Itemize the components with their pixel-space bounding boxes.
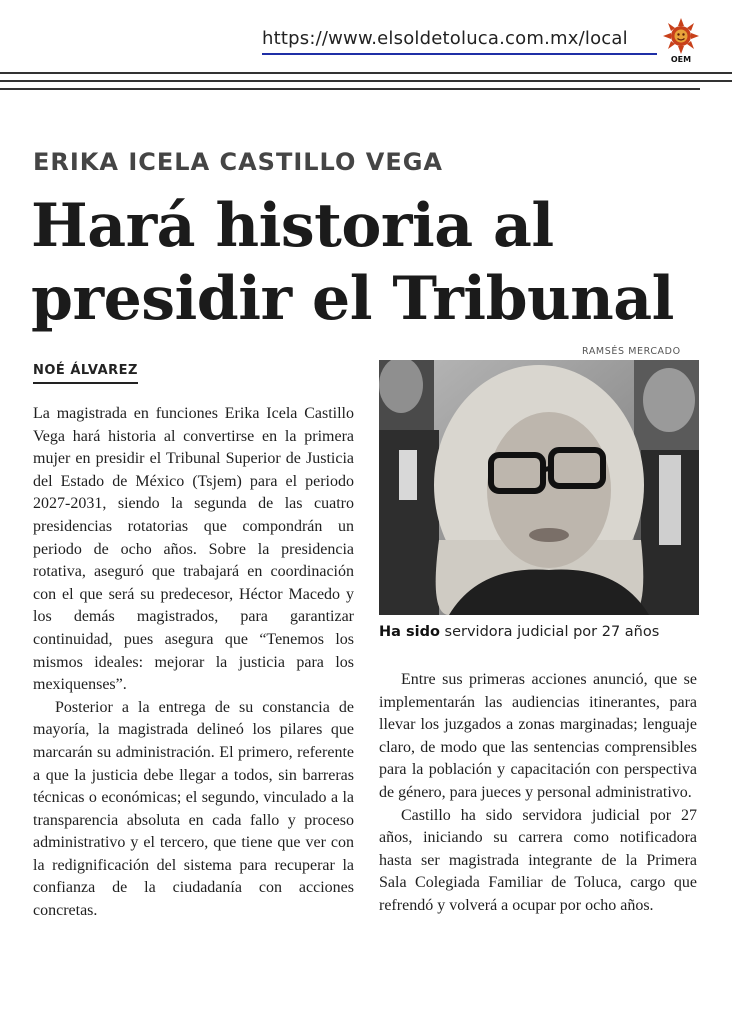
byline-underline xyxy=(33,382,138,384)
source-url[interactable] xyxy=(262,28,628,58)
paragraph: Entre sus primeras acciones anunció, que se implementarán las audiencias itinerantes, para llevar los juzgados a zonas marginadas; lenguaje claro, de modo que las sentencias comprensibles para la población y capacitación con perspectiva de género, para jueces y personal administrativo. xyxy=(379,671,697,801)
paragraph: Posterior a la entrega de su constancia de mayoría, la magistrada delineó los pilares que marcarán su administración. El primero, referente a que la justicia debe llegar a todos, sin barreras técnicas o económicas; el segundo, vinculado a la transparencia absoluta en cada fallo y proceso administrativo y el tercero, que tiene que ver con la redignificación del sistema para recuperar la confianza de la ciudadanía con acciones concretas. xyxy=(33,698,354,920)
headline-line-1: Hará historia al xyxy=(31,191,554,261)
body-column-left xyxy=(33,403,354,923)
article-photo xyxy=(379,360,699,615)
source-url-text[interactable]: https://www.elsoldetoluca.com.mx/local xyxy=(262,28,628,49)
photo-credit: RAMSÉS MERCADO xyxy=(582,346,681,357)
oem-logo xyxy=(662,18,700,68)
article-kicker: ERIKA ICELA CASTILLO VEGA xyxy=(33,148,443,176)
photo-caption xyxy=(379,624,704,640)
header-rule-3 xyxy=(0,88,700,90)
header-rule-1 xyxy=(0,72,732,74)
url-underline xyxy=(262,53,657,55)
headline-line-2: presidir el Tribunal xyxy=(31,264,674,334)
logo-label: OEM xyxy=(670,55,692,64)
sun-icon xyxy=(662,18,700,54)
portrait-photo xyxy=(379,360,699,615)
paragraph: Castillo ha sido servidora judicial por 27 años, iniciando su carrera como notificadora hasta ser magistrada integrante de la Primera Sala Colegiada Familiar de Toluca, cargo que refrendó y volverá a ocupar por ocho años. xyxy=(379,806,697,914)
author-byline: NOÉ ÁLVAREZ xyxy=(33,363,138,378)
caption-bold: Ha sido xyxy=(379,624,440,640)
header-rule-2 xyxy=(0,80,732,82)
body-column-right xyxy=(379,669,697,918)
paragraph: La magistrada en funciones Erika Icela Castillo Vega hará historia al convertirse en la primera mujer en presidir el Tribunal Superior de Justicia del Estado de México (Tsjem) para el periodo 2027-2031, siendo la segunda de las cuatro presidencias rotatorias que compondrán un periodo de ocho años. Sobre la presidencia rotativa, aseguró que trabajará en coordinación con el que será su predecesor, Héctor Macedo y los demás magistrados, para garantizar continuidad, pues asegura que “Tenemos los mismos ideales: mejorar la justicia para los mexiquenses”. xyxy=(33,405,354,694)
caption-text: servidora judicial por 27 años xyxy=(439,624,660,640)
article-headline xyxy=(31,190,711,336)
